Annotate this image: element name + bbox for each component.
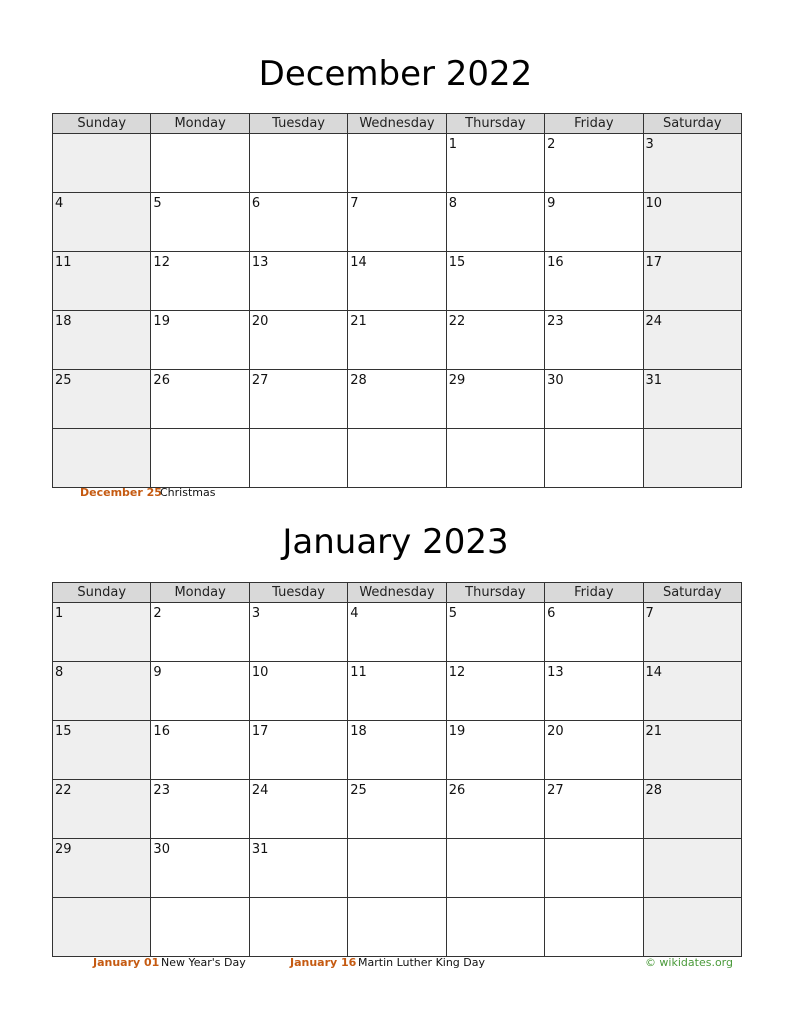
day-cell: 16 — [545, 252, 643, 311]
day-cell — [545, 898, 643, 957]
day-cell: 2 — [151, 603, 249, 662]
weekday-thursday: Thursday — [446, 114, 544, 134]
day-cell: 17 — [249, 721, 347, 780]
day-cell: 22 — [53, 780, 151, 839]
site-credit: © wikidates.org — [644, 956, 733, 969]
holiday-date: December 25 — [80, 486, 162, 499]
day-cell: 15 — [53, 721, 151, 780]
week-row — [53, 311, 742, 370]
weekday-tuesday: Tuesday — [249, 114, 347, 134]
week-row — [53, 839, 742, 898]
weekday-thursday: Thursday — [446, 583, 544, 603]
day-cell — [151, 898, 249, 957]
holiday-date: January 01 — [93, 956, 160, 969]
day-cell: 5 — [151, 193, 249, 252]
month-title-january-2023: January 2023 — [282, 522, 509, 562]
day-cell: 8 — [53, 662, 151, 721]
day-cell: 16 — [151, 721, 249, 780]
day-cell — [446, 898, 544, 957]
day-cell: 26 — [151, 370, 249, 429]
day-cell — [53, 898, 151, 957]
holiday-name: Christmas — [160, 486, 216, 499]
day-cell: 29 — [446, 370, 544, 429]
day-cell: 7 — [348, 193, 446, 252]
day-cell: 19 — [446, 721, 544, 780]
day-cell: 31 — [643, 370, 741, 429]
calendar-january-2023 — [52, 582, 742, 957]
day-cell: 27 — [249, 370, 347, 429]
day-cell: 15 — [446, 252, 544, 311]
day-cell: 13 — [545, 662, 643, 721]
day-cell — [53, 429, 151, 488]
holiday-name: New Year's Day — [161, 956, 246, 969]
day-cell — [151, 134, 249, 193]
week-row — [53, 721, 742, 780]
day-cell — [348, 134, 446, 193]
day-cell: 8 — [446, 193, 544, 252]
day-cell: 20 — [545, 721, 643, 780]
day-cell: 24 — [249, 780, 347, 839]
day-cell: 10 — [249, 662, 347, 721]
day-cell: 14 — [348, 252, 446, 311]
day-cell: 17 — [643, 252, 741, 311]
day-cell: 30 — [151, 839, 249, 898]
day-cell — [151, 429, 249, 488]
day-cell: 28 — [348, 370, 446, 429]
day-cell: 29 — [53, 839, 151, 898]
day-cell: 20 — [249, 311, 347, 370]
day-cell: 9 — [151, 662, 249, 721]
day-cell: 1 — [53, 603, 151, 662]
week-row — [53, 134, 742, 193]
day-cell: 13 — [249, 252, 347, 311]
day-cell: 19 — [151, 311, 249, 370]
day-cell — [53, 134, 151, 193]
day-cell: 10 — [643, 193, 741, 252]
day-cell — [545, 429, 643, 488]
week-row — [53, 603, 742, 662]
day-cell: 12 — [446, 662, 544, 721]
day-cell — [348, 898, 446, 957]
day-cell: 24 — [643, 311, 741, 370]
weekday-monday: Monday — [151, 583, 249, 603]
day-cell: 28 — [643, 780, 741, 839]
day-cell: 9 — [545, 193, 643, 252]
week-row — [53, 780, 742, 839]
week-row — [53, 193, 742, 252]
day-cell: 11 — [53, 252, 151, 311]
weekday-wednesday: Wednesday — [348, 114, 446, 134]
weekday-friday: Friday — [545, 583, 643, 603]
holiday-name: Martin Luther King Day — [358, 956, 486, 969]
weekday-friday: Friday — [545, 114, 643, 134]
weekday-header-row — [53, 583, 742, 603]
day-cell: 4 — [348, 603, 446, 662]
day-cell: 6 — [545, 603, 643, 662]
day-cell: 31 — [249, 839, 347, 898]
day-cell — [249, 429, 347, 488]
day-cell: 30 — [545, 370, 643, 429]
day-cell: 21 — [348, 311, 446, 370]
weekday-monday: Monday — [151, 114, 249, 134]
week-row — [53, 898, 742, 957]
day-cell: 11 — [348, 662, 446, 721]
day-cell: 27 — [545, 780, 643, 839]
weekday-wednesday: Wednesday — [348, 583, 446, 603]
day-cell: 7 — [643, 603, 741, 662]
week-row — [53, 429, 742, 488]
week-row — [53, 662, 742, 721]
day-cell: 6 — [249, 193, 347, 252]
day-cell: 3 — [249, 603, 347, 662]
day-cell: 5 — [446, 603, 544, 662]
week-row — [53, 252, 742, 311]
day-cell: 3 — [643, 134, 741, 193]
day-cell — [643, 898, 741, 957]
day-cell — [446, 429, 544, 488]
day-cell — [348, 429, 446, 488]
weekday-tuesday: Tuesday — [249, 583, 347, 603]
day-cell: 26 — [446, 780, 544, 839]
day-cell — [643, 429, 741, 488]
day-cell — [249, 898, 347, 957]
day-cell: 1 — [446, 134, 544, 193]
day-cell: 25 — [348, 780, 446, 839]
week-row — [53, 370, 742, 429]
day-cell: 18 — [53, 311, 151, 370]
weekday-saturday: Saturday — [643, 114, 741, 134]
day-cell: 23 — [545, 311, 643, 370]
day-cell: 23 — [151, 780, 249, 839]
day-cell: 18 — [348, 721, 446, 780]
day-cell: 22 — [446, 311, 544, 370]
weekday-sunday: Sunday — [53, 583, 151, 603]
day-cell — [545, 839, 643, 898]
calendar-december-2022 — [52, 113, 742, 488]
month-title-december-2022: December 2022 — [258, 54, 533, 94]
day-cell: 21 — [643, 721, 741, 780]
day-cell: 2 — [545, 134, 643, 193]
day-cell — [643, 839, 741, 898]
holiday-date: January 16 — [290, 956, 357, 969]
day-cell: 14 — [643, 662, 741, 721]
day-cell: 12 — [151, 252, 249, 311]
weekday-header-row — [53, 114, 742, 134]
weekday-sunday: Sunday — [53, 114, 151, 134]
day-cell: 25 — [53, 370, 151, 429]
day-cell — [446, 839, 544, 898]
weekday-saturday: Saturday — [643, 583, 741, 603]
day-cell — [348, 839, 446, 898]
day-cell: 4 — [53, 193, 151, 252]
day-cell — [249, 134, 347, 193]
